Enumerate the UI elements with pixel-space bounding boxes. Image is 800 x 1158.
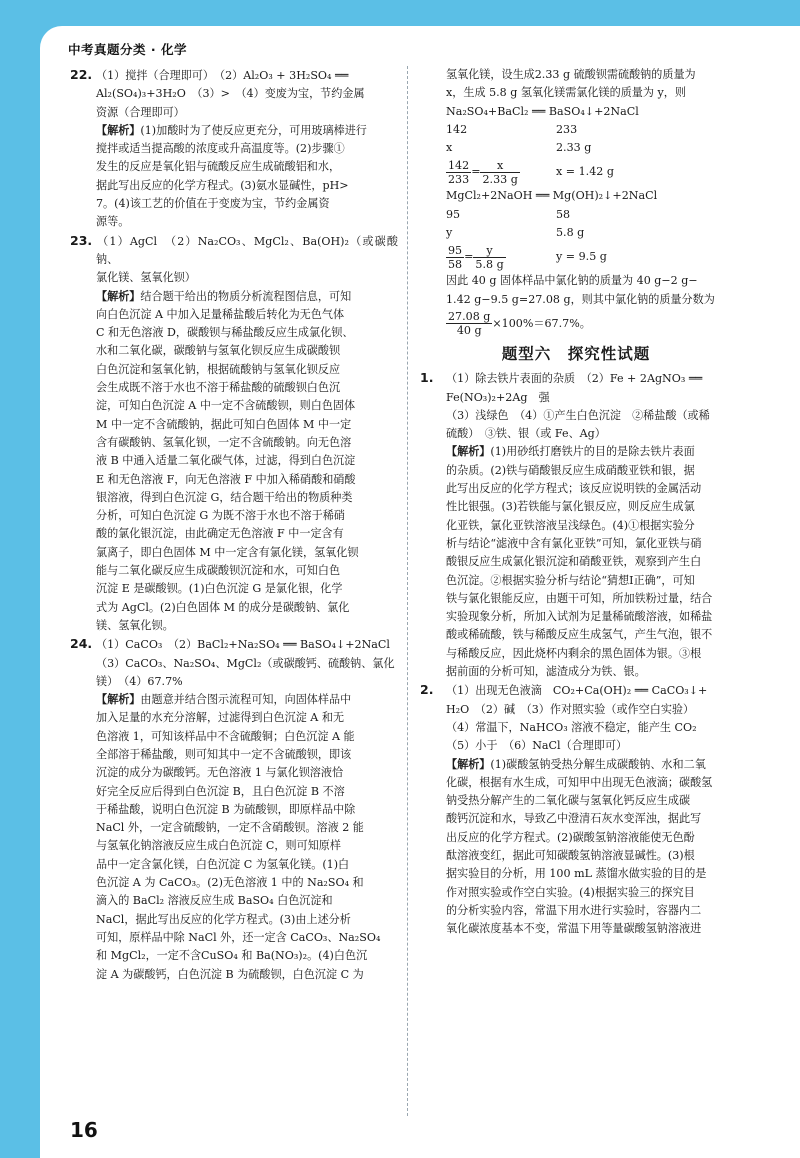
calc-result: y = 9.5 g <box>556 250 607 264</box>
analysis-line: 铁与氯化银能反应，由题干可知，所加铁粉过量，结合 <box>446 591 713 605</box>
analysis-line: 7。(4)该工艺的价值在于变废为宝，节约金属资 <box>96 197 330 211</box>
analysis-line: 【解析】(1)碳酸氢钠受热分解生成碳酸钠、水和二氧 <box>446 757 706 771</box>
analysis-line: 色溶液 1，可知该样品中不含硫酸铜；白色沉淀 A 能 <box>96 729 355 743</box>
analysis-line: 液 B 中通入适量二氧化碳气体，过滤，得到白色沉淀 <box>96 454 356 468</box>
answer-line: （3）浅绿色 （4）①产生白色沉淀 ②稀盐酸（或稀 <box>446 408 710 422</box>
analysis-line: 酸的氯化银沉淀，由此确定无色溶液 F 中一定含有 <box>96 527 344 541</box>
fraction: $\frac{27.08 g}{40 g}$ <box>448 310 491 338</box>
page-number: 16 <box>70 1118 98 1142</box>
analysis-line: 据前面的分析可知，滤渣成分为铁、银。 <box>446 665 646 679</box>
analysis-line: M 中一定不含硫酸钠，据此可知白色固体 M 中一定 <box>96 417 352 431</box>
question-24-continued <box>420 66 732 339</box>
analysis-line: 酞溶液变红，据此可知碳酸氢钠溶液显碱性。(3)根 <box>446 848 695 862</box>
analysis-line: 酸银反应生成氯化银沉淀和硝酸亚铁，观察到产生白 <box>446 555 702 569</box>
calculation-barium-sulfate <box>446 103 732 188</box>
analysis-line: 滴入的 BaCl₂ 溶液反应生成 BaSO₄ 白色沉淀和 <box>96 894 333 908</box>
proportion-row: $\frac{142}{233}$ = $\frac{x}{2.33 g}$ x = 1.42 g <box>448 158 614 186</box>
analysis-line: 沉淀的成分为碳酸钙。无色溶液 1 与氯化钡溶液恰 <box>96 766 344 780</box>
proportion-row: $\frac{95}{58}$ = $\frac{y}{5.8 g}$ y = 9.5 g <box>448 243 607 271</box>
calculation-magnesium-hydroxide <box>446 187 732 272</box>
chemical-equation: MgCl₂+2NaOH ══ Mg(OH)₂↓+2NaCl <box>446 189 658 203</box>
analysis-line: 氯离子，即白色固体 M 中一定含有氯化镁，氢氧化钡 <box>96 545 359 559</box>
final-result: $\frac{27.08 g}{40 g}$ ×100%＝67.7%。 <box>448 310 591 338</box>
calc-row: y 5.8 g <box>446 226 585 240</box>
analysis-line: 因此 40 g 固体样品中氯化钠的质量为 40 g−2 g− <box>446 274 698 288</box>
analysis-line: 的杂质。(2)铁与硝酸银反应生成硝酸亚铁和银，据 <box>446 463 695 477</box>
chemical-equation: Na₂SO₄+BaCl₂ ══ BaSO₄↓+2NaCl <box>446 104 639 118</box>
question-number: 22. <box>70 67 93 82</box>
page-header: 中考真题分类 · 化学 <box>68 42 187 57</box>
question-22 <box>70 66 398 232</box>
analysis-line: 于稀盐酸，说明白色沉淀 B 为硫酸钡，即原样品中除 <box>96 802 356 816</box>
question-number: 2. <box>420 682 434 698</box>
answer-line: （5）小于 （6）NaCl（合理即可） <box>446 739 628 753</box>
question-1 <box>420 369 732 681</box>
analysis-line: 淀，可知白色沉淀 A 中一定不含硫酸钡，则白色固体 <box>96 399 356 413</box>
analysis-line: 淀 A 为碳酸钙，白色沉淀 B 为硫酸钡，白色沉淀 C 为 <box>96 967 364 981</box>
fraction: $\frac{x}{2.33 g}$ <box>482 158 518 186</box>
answer-line: H₂O （2）碱 （3）作对照实验（或作空白实验） <box>446 702 695 716</box>
analysis-line: 实验现象分析，所加入试剂为足量稀硫酸溶液，如稀盐 <box>446 610 713 624</box>
analysis-line: 酸或稀硫酸，铁与稀酸反应生成氢气，产生气泡，银不 <box>446 628 713 642</box>
analysis-label: 【解析】 <box>96 289 141 303</box>
answer-line: Al₂(SO₄)₃+3H₂O （3）> （4）变废为宝，节约金属 <box>96 87 365 101</box>
question-number: 1. <box>420 370 434 386</box>
answer-line: 23. （1）AgCl （2）Na₂CO₃、MgCl₂、Ba(OH)₂（或碳酸钠、 <box>70 232 398 266</box>
answer-line: 24. （1）CaCO₃ （2）BaCl₂+Na₂SO₄ ══ BaSO₄↓+2NaCl <box>96 635 398 654</box>
question-number: 23. <box>70 232 93 248</box>
right-column <box>420 66 732 938</box>
analysis-line: 析与结论“滤液中含有氯化亚铁”可知，氯化亚铁与硝 <box>446 536 702 550</box>
analysis-line: E 和无色溶液 F，向无色溶液 F 中加入稀硝酸和硝酸 <box>96 472 356 486</box>
analysis-line: 出反应的化学方程式。(2)碳酸氢钠溶液能使无色酚 <box>446 830 695 844</box>
answer-line: Fe(NO₃)₂+2Ag 强 <box>446 390 550 404</box>
answer-line: 1. （1）除去铁片表面的杂质 （2）Fe + 2AgNO₃ ══ <box>446 369 732 388</box>
calc-row: x 2.33 g <box>446 141 592 155</box>
analysis-line: 加入足量的水充分溶解，过滤得到白色沉淀 A 和无 <box>96 711 345 725</box>
question-number: 24. <box>70 636 93 652</box>
analysis-line: 银溶液，得到白色沉淀 G，结合题干给出的物质种类 <box>96 490 353 504</box>
analysis-label: 【解析】 <box>446 757 491 771</box>
analysis-line: 【解析】(1)加酸时为了使反应更充分，可用玻璃棒进行 <box>96 123 367 137</box>
answer-line: 22. （1）搅拌（合理即可） （2）Al₂O₃ + 3H₂SO₄ ══ <box>96 66 398 85</box>
column-divider <box>407 66 408 1116</box>
analysis-line: 此写出反应的化学方程式；该反应说明铁的金属活动 <box>446 482 702 496</box>
analysis-line: 沉淀 E 是碳酸钡。(1)白色沉淀 G 是氯化银，化学 <box>96 582 343 596</box>
analysis-line: 好完全反应后得到白色沉淀 B，且白色沉淀 B 不溶 <box>96 784 345 798</box>
answer-line: （4）常温下，NaHCO₃ 溶液不稳定，能产生 CO₂ <box>446 720 697 734</box>
analysis-line: 化碳，根据有水生成，可知甲中出现无色液滴；碳酸氢 <box>446 775 713 789</box>
analysis-line: 式为 AgCl。(2)白色固体 M 的成分是碳酸钠、氯化 <box>96 600 350 614</box>
analysis-line: 1.42 g−9.5 g=27.08 g，则其中氯化钠的质量分数为 <box>446 292 715 306</box>
analysis-line: 和 MgCl₂，一定不含CuSO₄ 和 Ba(NO₃)₂。(4)白色沉 <box>96 949 368 963</box>
answer-line: 资源（合理即可） <box>96 105 185 119</box>
analysis-label: 【解析】 <box>96 693 141 707</box>
question-24 <box>70 635 398 984</box>
analysis-line: 色沉淀。②根据实验分析与结论“猜想Ⅰ正确”，可知 <box>446 573 695 587</box>
section-title: 题型六 探究性试题 <box>501 344 651 363</box>
analysis-line: 水和二氧化碳，碳酸钠与氢氧化钡反应生成碳酸钡 <box>96 344 341 358</box>
answer-line: 2. （1）出现无色液滴 CO₂+Ca(OH)₂ ══ CaCO₃↓+ <box>446 681 732 700</box>
left-column <box>70 66 398 984</box>
analysis-line: NaCl 外，一定含硫酸钠，一定不含硝酸钡。溶液 2 能 <box>96 821 364 835</box>
analysis-line: 会生成既不溶于水也不溶于稀盐酸的硫酸钡白色沉 <box>96 381 341 395</box>
fraction: $\frac{142}{233}$ <box>448 158 470 186</box>
analysis-line: 据实验目的分析，用 100 mL 蒸馏水做实验的目的是 <box>446 867 707 881</box>
analysis-line: 【解析】结合题干给出的物质分析流程图信息，可知 <box>96 289 352 303</box>
answer-line: 镁） （4）67.7% <box>96 674 183 688</box>
analysis-label: 【解析】 <box>96 123 141 137</box>
analysis-line: 【解析】由题意并结合图示流程可知，向固体样品中 <box>96 693 352 707</box>
analysis-line: 分析，可知白色沉淀 G 为既不溶于水也不溶于稀硝 <box>96 509 345 523</box>
fraction: $\frac{95}{58}$ <box>448 243 463 271</box>
analysis-line: 镁、氢氧化钡。 <box>96 618 174 632</box>
analysis-line: 化亚铁，氯化亚铁溶液呈浅绿色。(4)①根据实验分 <box>446 518 695 532</box>
analysis-line: 含有碳酸钠、氢氧化钡，一定不含硫酸钠。向无色溶 <box>96 435 352 449</box>
analysis-line: 氢氧化镁，设生成2.33 g 硫酸钡需硫酸钠的质量为 <box>446 68 696 81</box>
analysis-line: 据此写出反应的化学方程式。(3)氨水显碱性，pH> <box>96 178 349 192</box>
analysis-line: 性比银强。(3)若铁能与氯化银反应，则反应生成氯 <box>446 500 695 514</box>
analysis-line: 能与二氧化碳反应生成碳酸钡沉淀和水，可知白色 <box>96 564 341 578</box>
answer-line: 氯化镁、氢氧化钡） <box>96 271 196 285</box>
analysis-line: 与氢氧化钠溶液反应生成白色沉淀 C，则可知原样 <box>96 839 341 853</box>
analysis-line: NaCl，据此写出反应的化学方程式。(3)由上述分析 <box>96 912 351 926</box>
question-23 <box>70 232 398 636</box>
analysis-line: 可知，原样品中除 NaCl 外，还一定含 CaCO₃、Na₂SO₄ <box>96 930 381 944</box>
analysis-line: 源等。 <box>96 215 130 229</box>
analysis-line: x，生成 5.8 g 氢氧化镁需氯化镁的质量为 y，则 <box>446 86 686 100</box>
analysis-line: 色沉淀 A 为 CaCO₃。(2)无色溶液 1 中的 Na₂SO₄ 和 <box>96 876 364 890</box>
calc-row: 142 233 <box>446 122 578 136</box>
analysis-line: 全部溶于稀盐酸，则可知其中一定不含硫酸钡，即该 <box>96 747 352 761</box>
analysis-line: 钠受热分解产生的二氧化碳与氢氧化钙反应生成碳 <box>446 794 691 808</box>
analysis-line: 与稀酸反应，因此烧杯内剩余的黑色固体为银。③根 <box>446 646 702 660</box>
calc-result: x = 1.42 g <box>556 165 614 179</box>
analysis-line: 发生的反应是氧化铝与硫酸反应生成硫酸铝和水， <box>96 160 341 174</box>
analysis-line: 搅拌或适当提高酸的浓度或升高温度等。(2)步骤① <box>96 142 345 156</box>
analysis-line: C 和无色溶液 D，碳酸钡与稀盐酸反应生成氯化钡、 <box>96 326 354 340</box>
answer-line: 硫酸） ③铁、银（或 Fe、Ag） <box>446 427 606 441</box>
analysis-line: 【解析】(1)用砂纸打磨铁片的目的是除去铁片表面 <box>446 445 695 459</box>
analysis-line: 向白色沉淀 A 中加入足量稀盐酸后转化为无色气体 <box>96 307 345 321</box>
analysis-line: 品中一定含氯化镁，白色沉淀 C 为氢氧化镁。(1)白 <box>96 857 350 871</box>
analysis-label: 【解析】 <box>446 445 491 459</box>
question-2 <box>420 681 732 938</box>
analysis-line: 的分析实验内容，常温下用水进行实验时，容器内二 <box>446 903 702 917</box>
analysis-line: 酸钙沉淀和水，导致乙中澄清石灰水变浑浊，据此写 <box>446 812 702 826</box>
answer-line: （3）CaCO₃、Na₂SO₄、MgCl₂（或碳酸钙、硫酸钠、氯化 <box>96 656 395 670</box>
fraction: $\frac{y}{5.8 g}$ <box>475 243 504 271</box>
analysis-line: 氧化碳浓度基本不变，常温下用等量碳酸氢钠溶液进 <box>446 922 702 936</box>
analysis-line: 作对照实验或作空白实验。(4)根据实验三的探究目 <box>446 885 695 899</box>
analysis-line: 白色沉淀和氢氧化钠，根据硫酸钠与氢氧化钡反应 <box>96 362 341 376</box>
calc-row: 95 58 <box>446 207 571 221</box>
